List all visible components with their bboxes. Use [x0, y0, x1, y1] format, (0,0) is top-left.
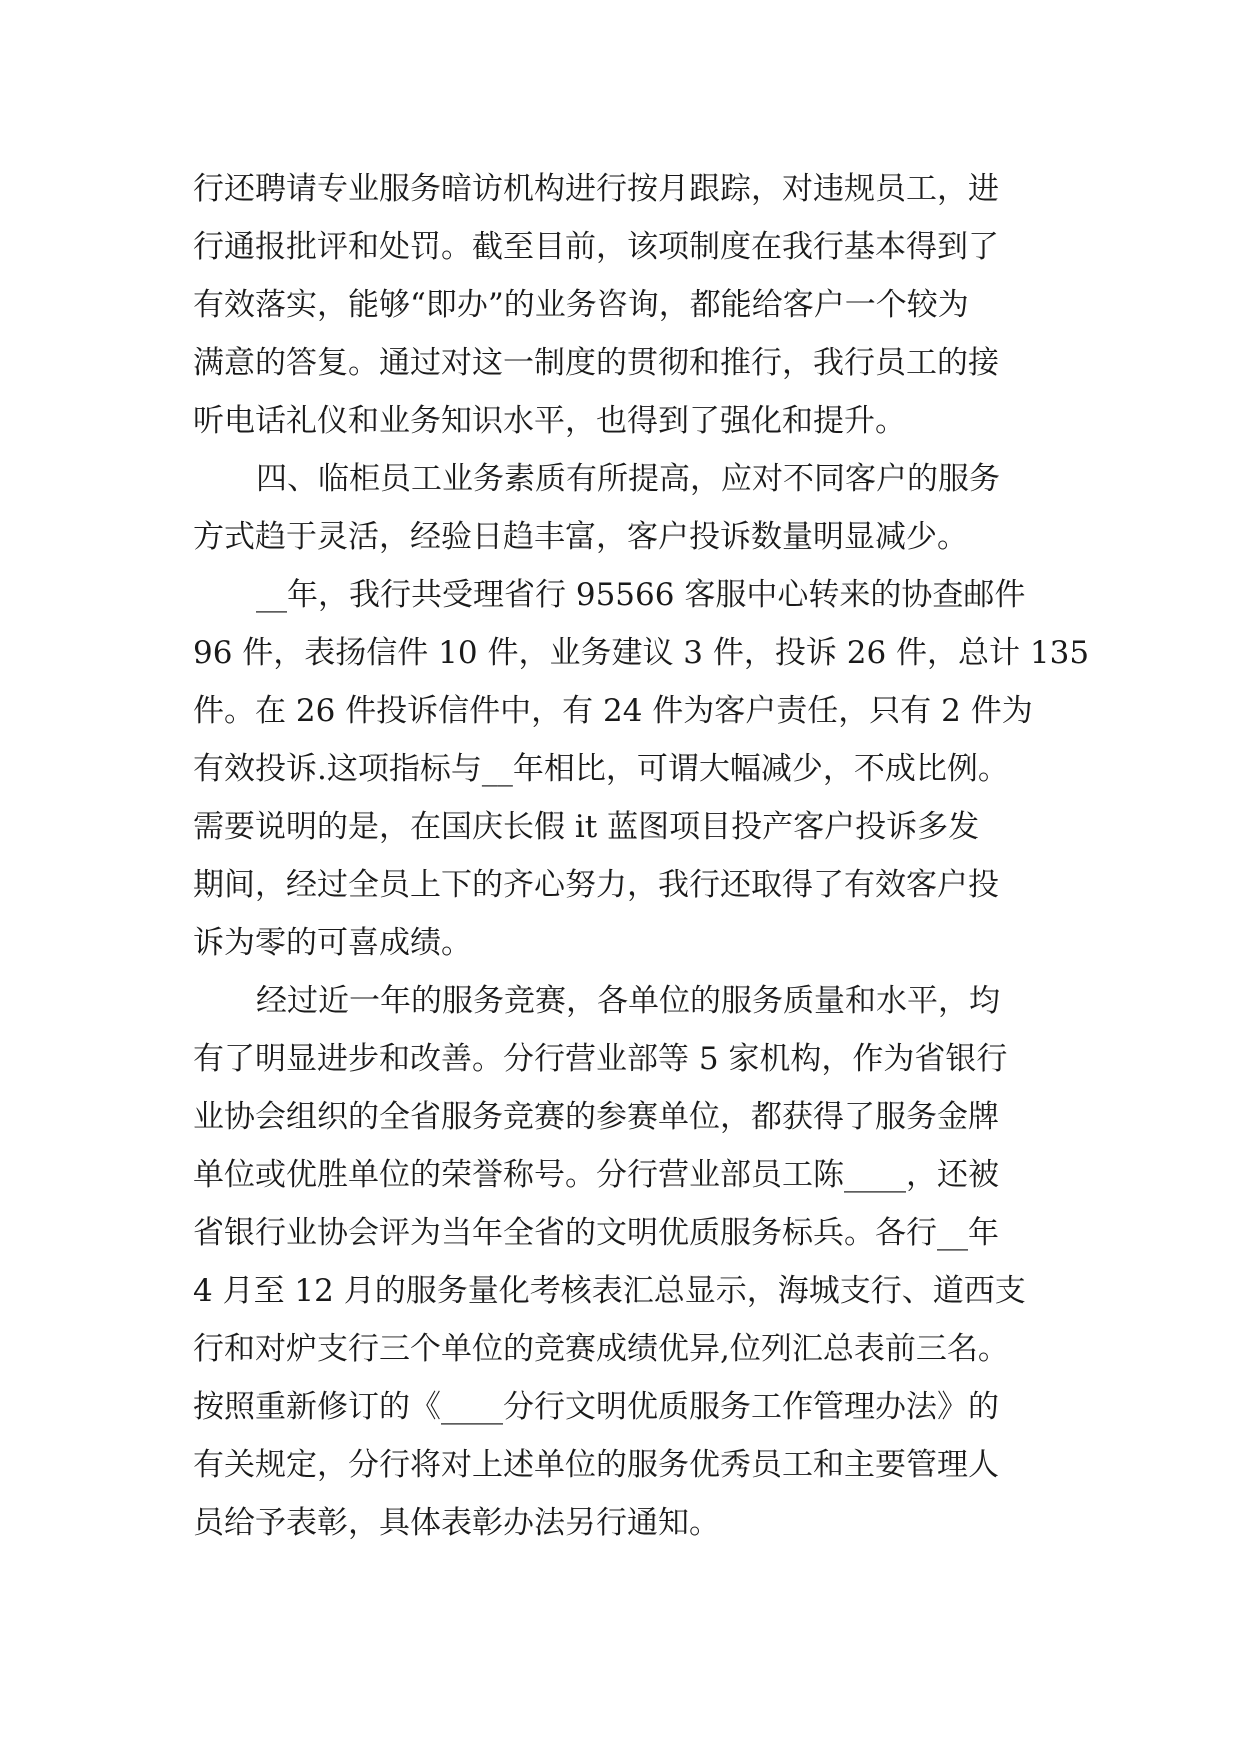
text-line: 有效投诉.这项指标与__年相比，可谓大幅减少，不成比例。 — [193, 751, 1009, 787]
text-line: 按照重新修订的《____分行文明优质服务工作管理办法》的 — [193, 1389, 999, 1425]
text-line: 满意的答复。通过对这一制度的贯彻和推行，我行员工的接 — [193, 345, 999, 381]
text-line: 诉为零的可喜成绩。 — [193, 925, 472, 961]
text-line: 四、临柜员工业务素质有所提高，应对不同客户的服务 — [256, 461, 1000, 497]
text-line: 行通报批评和处罚。截至目前，该项制度在我行基本得到了 — [193, 229, 999, 265]
text-line: 96 件，表扬信件 10 件，业务建议 3 件，投诉 26 件，总计 135 — [193, 635, 1090, 671]
text-line: 听电话礼仪和业务知识水平，也得到了强化和提升。 — [193, 403, 906, 439]
text-line: 行和对炉支行三个单位的竞赛成绩优异,位列汇总表前三名。 — [193, 1331, 1009, 1367]
text-line: 有效落实，能够“即办”的业务咨询，都能给客户一个较为 — [193, 287, 969, 323]
text-line: 期间，经过全员上下的齐心努力，我行还取得了有效客户投 — [193, 867, 999, 903]
text-line: 员给予表彰，具体表彰办法另行通知。 — [193, 1505, 720, 1541]
text-line: __年，我行共受理省行 95566 客服中心转来的协查邮件 — [256, 577, 1026, 613]
text-line: 业协会组织的全省服务竞赛的参赛单位，都获得了服务金牌 — [193, 1099, 999, 1135]
text-line: 有了明显进步和改善。分行营业部等 5 家机构，作为省银行 — [193, 1041, 1008, 1077]
text-line: 单位或优胜单位的荣誉称号。分行营业部员工陈____，还被 — [193, 1157, 999, 1193]
text-line: 需要说明的是，在国庆长假 it 蓝图项目投产客户投诉多发 — [193, 809, 980, 845]
text-line: 有关规定，分行将对上述单位的服务优秀员工和主要管理人 — [193, 1447, 999, 1483]
text-line: 4 月至 12 月的服务量化考核表汇总显示，海城支行、道西支 — [193, 1273, 1026, 1309]
text-line: 方式趋于灵活，经验日趋丰富，客户投诉数量明显减少。 — [193, 519, 968, 555]
document-body — [193, 160, 1090, 1552]
text-line: 件。在 26 件投诉信件中，有 24 件为客户责任，只有 2 件为 — [193, 693, 1033, 729]
text-line: 省银行业协会评为当年全省的文明优质服务标兵。各行__年 — [193, 1215, 999, 1251]
text-line: 经过近一年的服务竞赛，各单位的服务质量和水平，均 — [256, 983, 1000, 1019]
text-line: 行还聘请专业服务暗访机构进行按月跟踪，对违规员工，进 — [193, 171, 999, 207]
